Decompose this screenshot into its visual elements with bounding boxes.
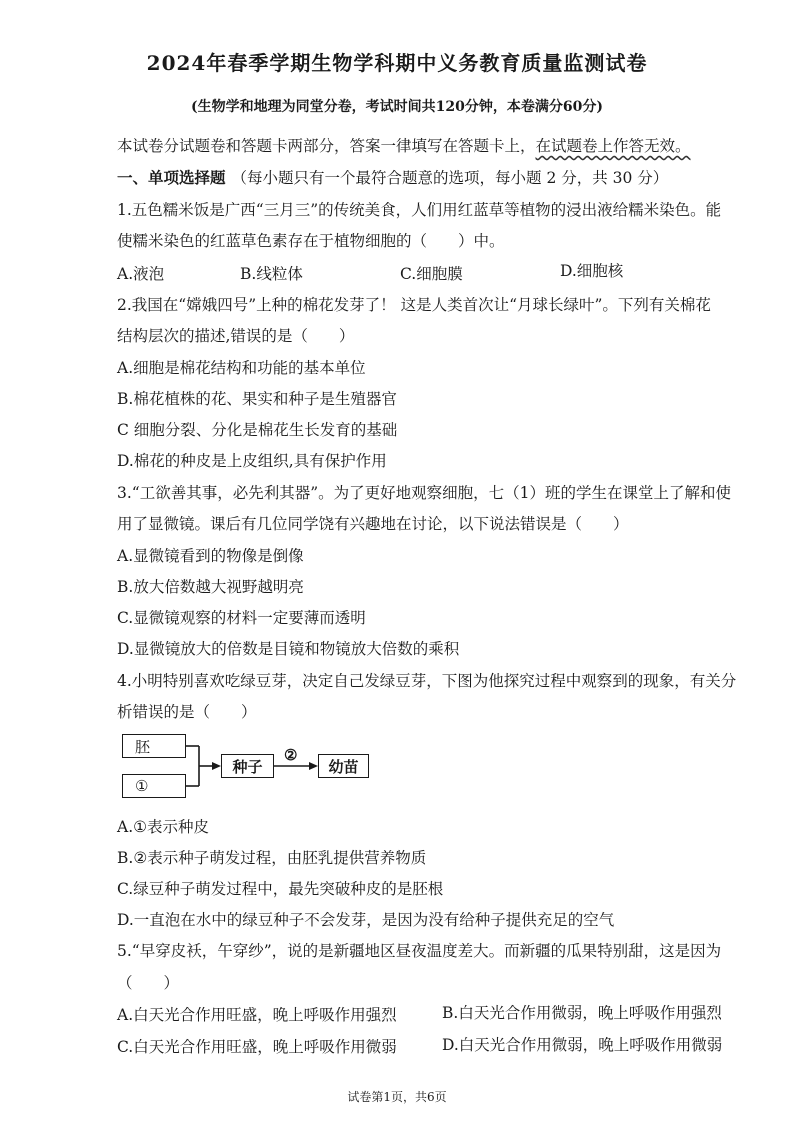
question-5-line-1: 5.“早穿皮袄，午穿纱”，说的是新疆地区昼夜温度差大。而新疆的瓜果特别甜，这是因为 — [117, 942, 722, 960]
instructions-main: 本试卷分试题卷和答题卡两部分，答案一律填写在答题卡上， — [117, 137, 536, 155]
question-5-option-b: B.白天光合作用微弱，晚上呼吸作用强烈 — [442, 1004, 722, 1022]
question-2-line-1: 2.我国在“嫦娥四号”上种的棉花发芽了！ 这是人类首次让“月球长绿叶”。下列有关棉花 — [117, 296, 711, 314]
question-3-option-b: B.放大倍数越大视野越明亮 — [117, 578, 304, 596]
question-2-option-b: B.棉花植株的花、果实和种子是生殖器官 — [117, 390, 397, 408]
page-subtitle: (生物学和地理为同堂分卷，考试时间共120分钟，本卷满分60分) — [191, 99, 603, 115]
question-2-option-c: C 细胞分裂、分化是棉花生长发育的基础 — [117, 421, 398, 439]
arrow-head-seed — [212, 762, 221, 770]
question-1-option-d: D.细胞核 — [560, 262, 624, 280]
part-1-box: ① — [122, 774, 186, 798]
arrow-head-seedling — [309, 762, 318, 770]
question-1-option-b: B.线粒体 — [240, 265, 303, 283]
question-5-option-c: C.白天光合作用旺盛，晚上呼吸作用微弱 — [117, 1038, 397, 1056]
section-note: （每小题只有一个最符合题意的选项，每小题 2 分，共 30 分） — [231, 169, 669, 187]
question-5-option-d: D.白天光合作用微弱，晚上呼吸作用微弱 — [442, 1036, 723, 1054]
question-4-line-1: 4.小明特别喜欢吃绿豆芽，决定自己发绿豆芽，下图为他探究过程中观察到的现象，有关分 — [117, 672, 737, 690]
question-1-option-c: C.细胞膜 — [400, 265, 463, 283]
question-1-option-a: A.液泡 — [117, 265, 165, 283]
question-1-line-2: 使糯米染色的红蓝草色素存在于植物细胞的（ ）中。 — [117, 232, 505, 250]
question-5-line-2: （ ） — [117, 974, 180, 992]
section-title: 一、单项选择题 — [117, 168, 226, 187]
seedling-box: 幼苗 — [318, 754, 369, 778]
question-2-line-2: 结构层次的描述,错误的是（ ） — [117, 327, 355, 345]
instructions-emphasis: 在试题卷上作答无效。 — [535, 137, 691, 155]
page-title: 2024年春季学期生物学科期中义务教育质量监测试卷 — [146, 51, 648, 75]
question-2-option-a: A.细胞是棉花结构和功能的基本单位 — [117, 359, 366, 377]
question-1-line-1: 1.五色糯米饭是广西“三月三”的传统美食，人们用红蓝草等植物的浸出液给糯米染色。能 — [117, 201, 722, 219]
question-4-option-a: A.①表示种皮 — [117, 818, 210, 836]
question-3-option-d: D.显微镜放大的倍数是目镜和物镜放大倍数的乘积 — [117, 640, 460, 658]
embryo-box: 胚 — [122, 734, 186, 758]
question-4-option-c: C.绿豆种子萌发过程中，最先突破种皮的是胚根 — [117, 880, 444, 898]
question-3-option-c: C.显微镜观察的材料一定要薄而透明 — [117, 609, 366, 627]
question-4-option-b: B.②表示种子萌发过程，由胚乳提供营养物质 — [117, 849, 427, 867]
question-3-option-a: A.显微镜看到的物像是倒像 — [117, 547, 304, 565]
question-3-line-2: 用了显微镜。课后有几位同学饶有兴趣地在讨论，以下说法错误是（ ） — [117, 515, 629, 533]
seed-box: 种子 — [221, 754, 274, 778]
question-3-line-1: 3.“工欲善其事，必先利其器”。为了更好地观察细胞，七（1）班的学生在课堂上了解和使 — [117, 484, 732, 502]
page-footer: 试卷第1页，共6页 — [347, 1090, 447, 1104]
question-2-option-d: D.棉花的种皮是上皮组织,具有保护作用 — [117, 452, 387, 470]
question-4-line-2: 析错误的是（ ） — [117, 703, 257, 721]
question-4-option-d: D.一直泡在水中的绿豆种子不会发芽，是因为没有给种子提供充足的空气 — [117, 911, 615, 929]
question-5-option-a: A.白天光合作用旺盛，晚上呼吸作用强烈 — [117, 1006, 397, 1024]
step-2-label: ② — [284, 746, 298, 764]
